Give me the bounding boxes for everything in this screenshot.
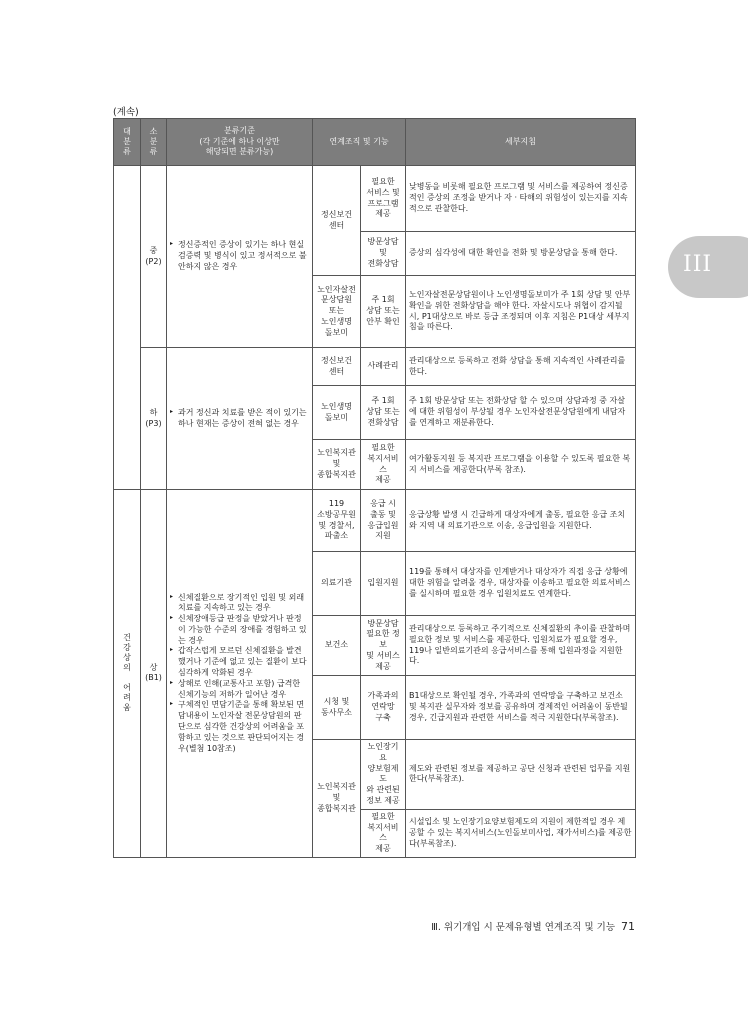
- minor-category-b1: 상 (B1): [141, 490, 167, 858]
- org-cell: 보건소: [313, 616, 361, 676]
- minor-category-p3: 하 (P3): [141, 348, 167, 490]
- org-cell: 의료기관: [313, 552, 361, 616]
- header-criteria: 분류기준 (각 기준에 하나 이상만 해당되면 분류가능): [167, 119, 313, 166]
- org-cell: 119 소방공무원 및 경찰서, 파출소: [313, 490, 361, 552]
- major-category-cell: [114, 166, 141, 490]
- org-cell: 노인자살전 문상담원 또는 노인생명 돌보미: [313, 276, 361, 348]
- criteria-b1: ▸ 신체질환으로 장기적인 입원 및 외래치료를 지속하고 있는 경우 ▸ 신체장애등급 판정을 받았거나 판정이 가능한 수준의 장애를 경험하고 있는 경우 ▸ 갑작스럽게 모르던 신체질환을 발견했거나 기준에 없고 있는 질환이 보다 심각하게 악화된 경우 ▸ 상해로 인해(교통사고 포함) 급격한 신체기능의 저하가 일어난 경우 ▸ 구체적인 면담기준을 통해 확보된 면담내용이 노인자살 전문상담원의 판단으로 심각한 건강상의 어려움을 포함하고 있는 것으로 판단되어지는 경우(별첨 10참조): [167, 490, 313, 858]
- org-cell: 시청 및 동사무소: [313, 676, 361, 740]
- minor-category-p2: 중 (P2): [141, 166, 167, 348]
- func-cell: 필요한 복지서비스 제공: [361, 440, 406, 490]
- func-cell: 방문상담 및 전화상담: [361, 232, 406, 276]
- detail-cell: 증상의 심각성에 대한 확인을 전화 및 방문상담을 통해 한다.: [406, 232, 636, 276]
- org-cell: 노인복지관 및 종합복지관: [313, 740, 361, 858]
- func-cell: 주 1회 상담 또는 전화상담: [361, 386, 406, 440]
- func-cell: 응급 시 출동 및 응급입원 지원: [361, 490, 406, 552]
- func-cell: 필요한 서비스 및 프로그램 제공: [361, 166, 406, 232]
- page-number: 71: [621, 920, 635, 933]
- detail-cell: 여가활동지원 등 복지관 프로그램을 이용할 수 있도록 필요한 복지 서비스를 제공한다(부록 참조).: [406, 440, 636, 490]
- page-footer: [431, 919, 635, 933]
- detail-cell: 낮병동을 비롯해 필요한 프로그램 및 서비스를 제공하여 정신증적인 증상의 조정을 받거나 자 · 타해의 위험성이 있는지를 지속적으로 관찰한다.: [406, 166, 636, 232]
- detail-cell: 응급상황 발생 시 긴급하게 대상자에게 출동, 필요한 응급 조치와 지역 내 의료기관으로 이송, 응급입원을 지원한다.: [406, 490, 636, 552]
- org-cell: 노인생명 돌보미: [313, 386, 361, 440]
- criteria-p3: ▸ 과거 정신과 치료를 받은 적이 있기는 하나 현재는 증상이 전혀 없는 경우: [167, 348, 313, 490]
- detail-cell: 119를 통해서 대상자를 인계받거나 대상자가 직접 응급 상황에 대한 위험을 알려올 경우, 대상자를 이송하고 필요한 의료서비스를 실시하며 필요한 경우 입원치료도 연계한다.: [406, 552, 636, 616]
- table-row: [114, 166, 636, 232]
- header-org: 연계조직 및 기능: [313, 119, 406, 166]
- header-minor-category: 소 분 류: [141, 119, 167, 166]
- func-cell: 주 1회 상담 또는 안부 확인: [361, 276, 406, 348]
- func-cell: 방문상담 필요한 정보 및 서비스 제공: [361, 616, 406, 676]
- detail-cell: 노인자살전문상담원이나 노인생명돌보미가 주 1회 상담 및 안부확인을 위한 전화상담을 해야 한다. 자살시도나 위협이 감지될 시, P1대상으로 바로 등급 조정되며 이후 지침은 P1대상 세부지침을 따른다.: [406, 276, 636, 348]
- detail-cell: 시설입소 및 노인장기요양보험제도의 지원이 제한적일 경우 제공할 수 있는 복지서비스(노인돌보미사업, 재가서비스)를 제공한다(부록참조).: [406, 809, 636, 857]
- func-cell: 가족과의 연락망 구축: [361, 676, 406, 740]
- table-header-row: [114, 119, 636, 166]
- org-cell: 정신보건 센터: [313, 348, 361, 386]
- func-cell: 필요한 복지서비스 제공: [361, 809, 406, 857]
- guideline-table: [113, 118, 636, 858]
- func-cell: 사례관리: [361, 348, 406, 386]
- header-major-category: 대 분 류: [114, 119, 141, 166]
- detail-cell: 관리대상으로 등록하고 전화 상담을 통해 지속적인 사례관리를 한다.: [406, 348, 636, 386]
- table-row: [114, 348, 636, 386]
- table-row: [114, 490, 636, 552]
- header-detail: 세부지침: [406, 119, 636, 166]
- chapter-tab-label: III: [683, 252, 713, 277]
- detail-cell: B1대상으로 확인될 경우, 가족과의 연락망을 구축하고 보건소 및 복지관 실무자와 정보를 공유하며 경제적인 어려움이 동반될 경우, 긴급지원과 관련한 서비스를 적극 지원한다(부록참조).: [406, 676, 636, 740]
- func-cell: 노인장기요 양보험제도 와 관련된 정보 제공: [361, 740, 406, 810]
- footer-chapter-title: Ⅲ. 위기개입 시 문제유형별 연계조직 및 기능: [431, 922, 615, 933]
- func-cell: 입원지원: [361, 552, 406, 616]
- criteria-p2: ▸ 정신증적인 증상이 있기는 하나 현실검증력 및 병식이 있고 정서적으로 불안하지 않은 경우: [167, 166, 313, 348]
- detail-cell: 제도와 관련된 정보를 제공하고 공단 신청과 관련된 업무를 지원한다(부록참조).: [406, 740, 636, 810]
- detail-cell: 관리대상으로 등록하고 주기적으로 신체질환의 추이를 관찰하며 필요한 정보 및 서비스를 제공한다. 입원치료가 필요할 경우, 119나 일반의료기관의 응급서비스를 통해 입원과정을 지원한다.: [406, 616, 636, 676]
- org-cell: 노인복지관 및 종합복지관: [313, 440, 361, 490]
- detail-cell: 주 1회 방문상담 또는 전화상담 할 수 있으며 상담과정 중 자살에 대한 위험성이 부상될 경우 노인자살전문상담원에게 내담자를 연계하고 재분류한다.: [406, 386, 636, 440]
- major-category-b1: 건 강 상 의 어 려 움: [114, 490, 141, 858]
- continued-label: (계속): [113, 107, 139, 118]
- org-cell: 정신보건 센터: [313, 166, 361, 276]
